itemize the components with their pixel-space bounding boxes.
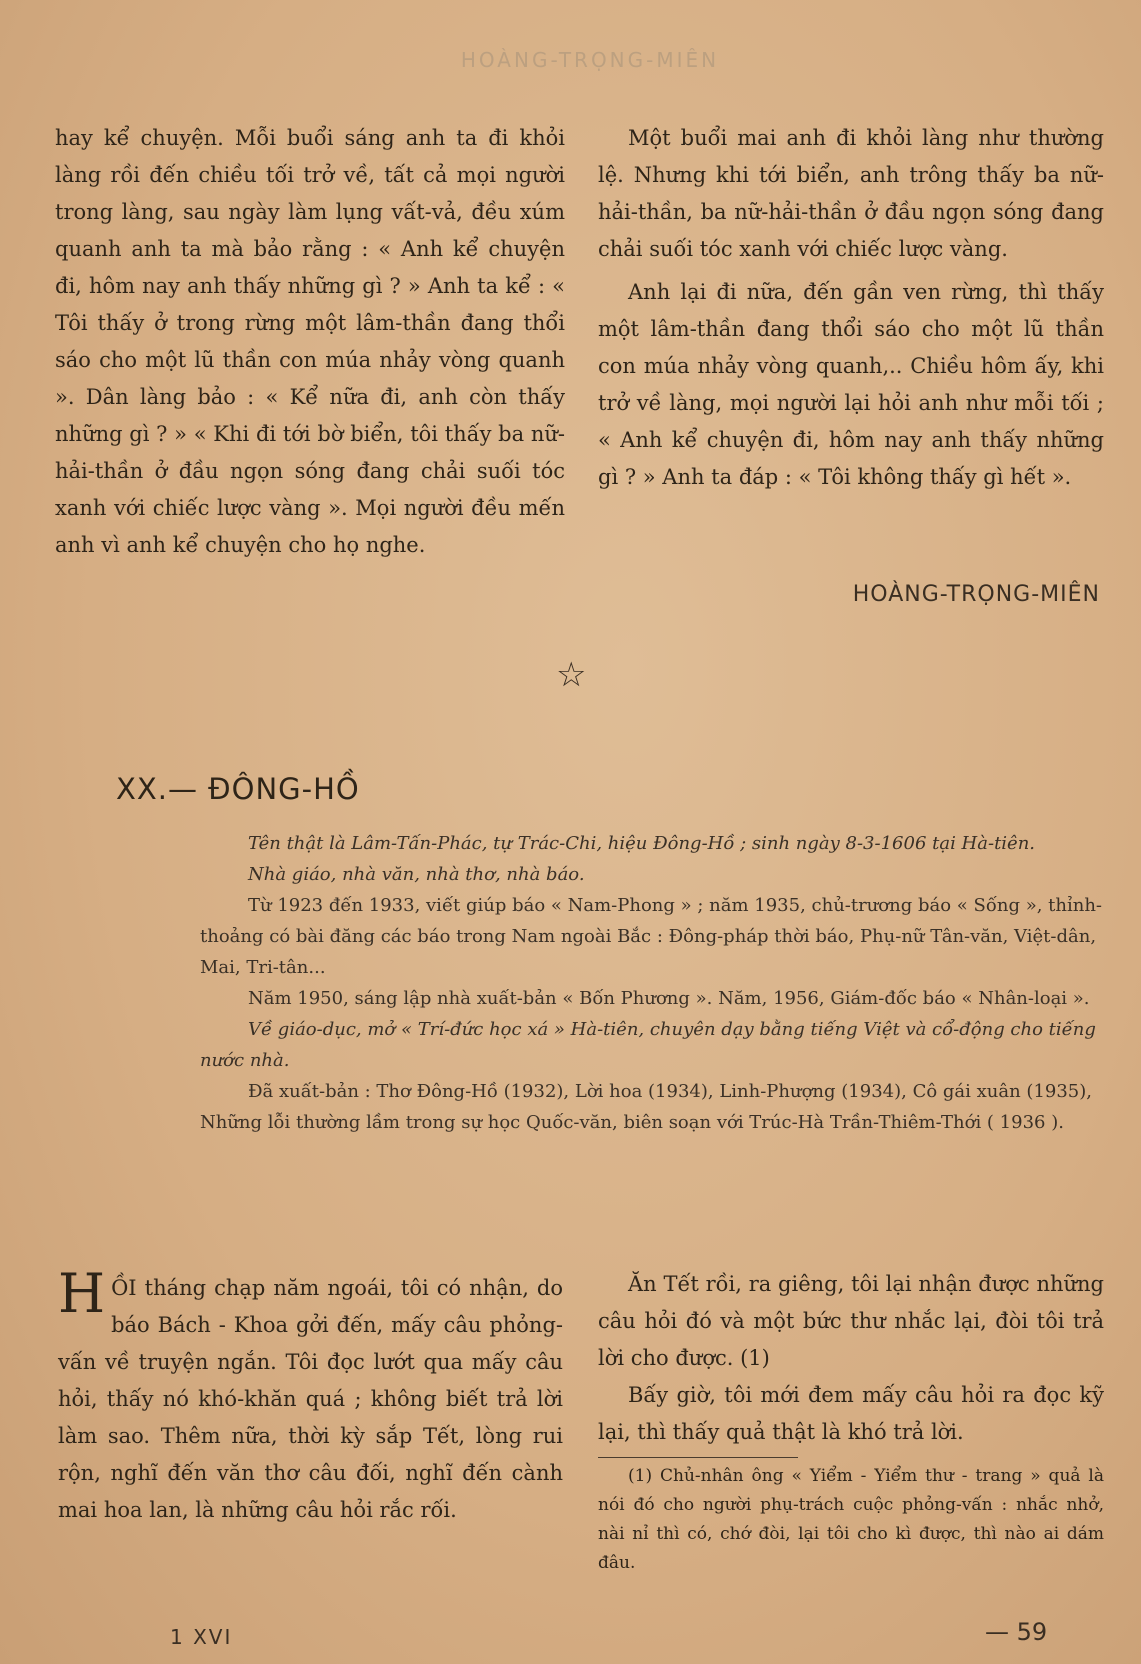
bio-paragraph: Tên thật là Lâm-Tấn-Phác, tự Trác-Chi, hiệu Đông-Hồ ; sinh ngày 8-3-1606 tại Hà-tiên. [248,833,1036,854]
bottom-left-text: ỒI tháng chạp năm ngoái, tôi có nhận, do báo Bách - Khoa gởi đến, mấy câu phỏng-vấn về truyện ngắn. Tôi đọc lướt qua mấy câu hỏi, thấy nó khó-khăn quá ; không biết trả lời làm sao. Thêm nữa, thời kỳ sắp Tết, lòng rui rộn, nghĩ đến văn thơ câu đối, nghĩ đến cành mai hoa lan, là những câu hỏi rắc rối. [58,1276,563,1522]
section-heading: XX.— ĐÔNG-HỒ [116,772,360,807]
top-right-paragraph-1: Một buổi mai anh đi khỏi làng như thường lệ. Nhưng khi tới biển, anh trông thấy ba nữ-hải-thần, ba nữ-hải-thần ở đầu ngọn sóng đang chải suối tóc xanh với chiếc lược vàng. [598,126,1104,261]
drop-cap: H [58,1262,106,1325]
bio-paragraph: Từ 1923 đến 1933, viết giúp báo « Nam-Phong » ; năm 1935, chủ-trương báo « Sống », thỉnh-thoảng có bài đăng các báo trong Nam ngoài Bắc : Đông-pháp thời báo, Phụ-nữ Tân-văn, Việt-dân, Mai, Tri-tân... [200,895,1103,978]
page-number: — 59 [985,1618,1048,1646]
footnote-divider [598,1457,798,1458]
bottom-left-column [58,1262,563,1529]
bio-paragraph: Năm 1950, sáng lập nhà xuất-bản « Bốn Phương ». Năm, 1956, Giám-đốc báo « Nhân-loại ». [248,988,1090,1009]
star-ornament-icon: ☆ [556,655,587,695]
bio-paragraph: Nhà giáo, nhà văn, nhà thơ, nhà báo. [248,864,585,885]
author-signature: HOÀNG-TRỌNG-MIÊN [852,582,1100,607]
top-left-column [55,120,565,564]
bottom-right-column [598,1266,1104,1578]
top-right-paragraph-2: Anh lại đi nữa, đến gần ven rừng, thì thấy một lâm-thần đang thổi sáo cho một lũ thần con múa nhảy vòng quanh,.. Chiều hôm ấy, khi trở về làng, mọi người lại hỏi anh như mỗi tối ; « Anh kể chuyện đi, hôm nay anh thấy những gì ? » Anh ta đáp : « Tôi không thấy gì hết ». [598,280,1104,489]
folio-left: 1 XVI [170,1625,233,1649]
author-bio [200,828,1102,1138]
top-right-column [598,120,1104,496]
top-left-paragraph: hay kể chuyện. Mỗi buổi sáng anh ta đi khỏi làng rồi đến chiều tối trở về, tất cả mọi người trong làng, sau ngày làm lụng vất-vả, đều xúm quanh anh ta mà bảo rằng : « Anh kể chuyện đi, hôm nay anh thấy những gì ? » Anh ta kể : « Tôi thấy ở trong rừng một lâm-thần đang thổi sáo cho một lũ thần con múa nhảy vòng quanh ». Dân làng bảo : « Kể nữa đi, anh còn thấy những gì ? » « Khi đi tới bờ biển, tôi thấy ba nữ-hải-thần ở đầu ngọn sóng đang chải suối tóc xanh với chiếc lược vàng ». Mọi người đều mến anh vì anh kể chuyện cho họ nghe. [55,126,565,557]
bottom-right-paragraph-2: Bấy giờ, tôi mới đem mấy câu hỏi ra đọc kỹ lại, thì thấy quả thật là khó trả lời. [598,1383,1104,1444]
running-head: HOÀNG-TRỌNG-MIÊN [460,48,720,72]
bottom-right-paragraph-1: Ăn Tết rồi, ra giêng, tôi lại nhận được những câu hỏi đó và một bức thư nhắc lại, đòi tôi trả lời cho được. (1) [598,1272,1104,1370]
bio-paragraph: Đã xuất-bản : Thơ Đông-Hồ (1932), Lời hoa (1934), Linh-Phượng (1934), Cô gái xuân (1935), Những lỗi thường lầm trong sự học Quốc-văn, biên soạn với Trúc-Hà Trần-Thiêm-Thới ( 1936 ). [200,1081,1092,1133]
footnote: (1) Chủ-nhân ông « Yiểm - Yiểm thư - trang » quả là nói đó cho người phụ-trách cuộc phỏng-vấn : nhắc nhở, nài nỉ thì có, chớ đòi, lại tôi cho kì được, thì nào ai dám đâu. [598,1466,1104,1573]
bio-paragraph: Về giáo-dục, mở « Trí-đức học xá » Hà-tiên, chuyên dạy bằng tiếng Việt và cổ-động cho tiếng nước nhà. [200,1019,1096,1071]
